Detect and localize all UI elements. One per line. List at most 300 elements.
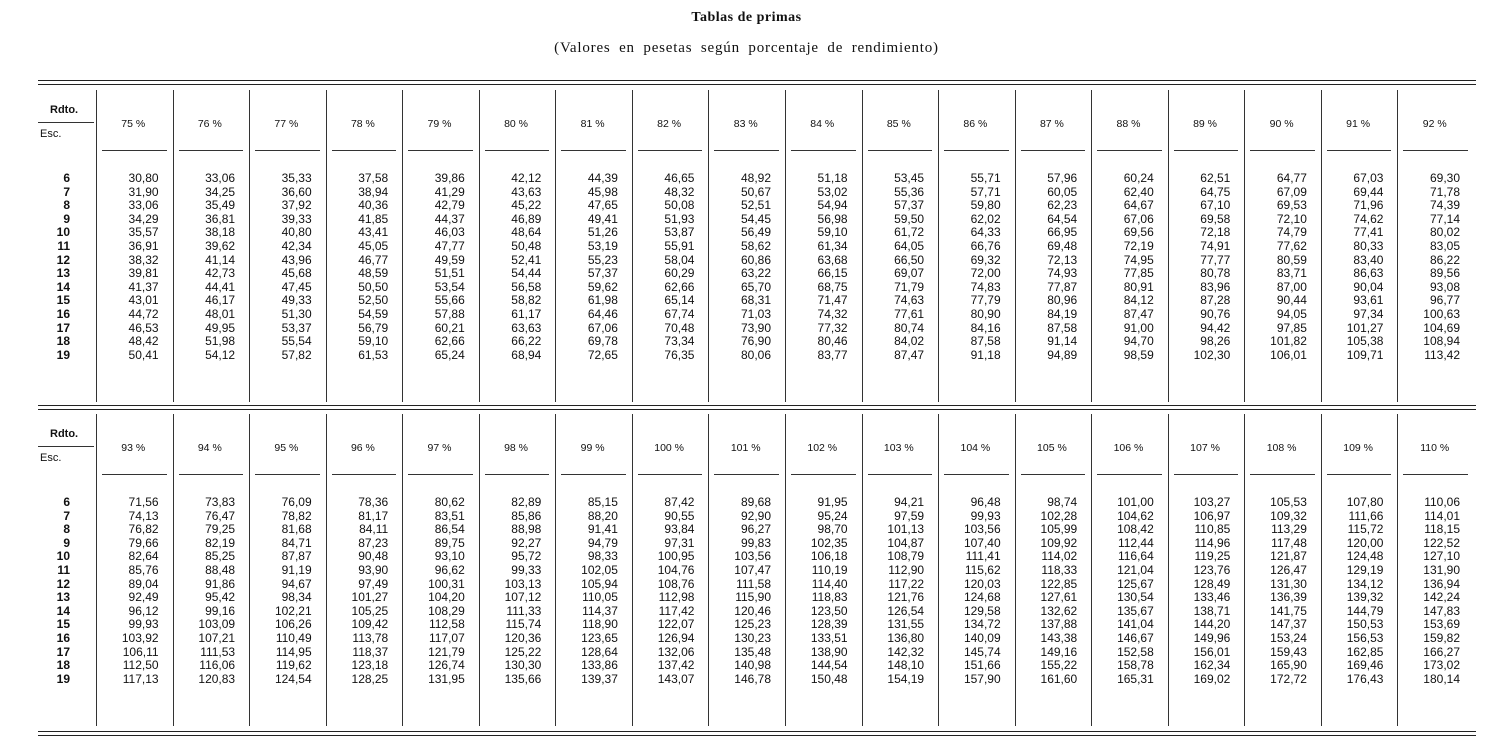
table-cell: 127,61 (1040, 590, 1078, 605)
table-cell: 100,95 (657, 549, 695, 564)
column-separator (402, 90, 403, 402)
table-cell: 80,59 (1276, 252, 1307, 267)
table-cell: 62,66 (434, 334, 465, 349)
table-cell: 149,96 (1193, 631, 1231, 645)
table-cell: 126,54 (887, 603, 925, 618)
table-cell: 74,93 (1047, 266, 1078, 281)
table-cell: 115,74 (505, 617, 542, 632)
table-cell: 135,48 (734, 644, 771, 659)
table-cell: 117,22 (888, 576, 925, 591)
percentage-underline (638, 474, 703, 475)
table-cell: 122,07 (657, 617, 695, 632)
table-cell: 104,76 (657, 563, 695, 577)
middle-rule (38, 405, 1476, 406)
table-cell: 46,65 (664, 171, 695, 185)
table-cell: 132,62 (1040, 603, 1078, 618)
table-cell: 155,22 (1040, 658, 1078, 673)
table-cell: 53,19 (587, 239, 618, 253)
column-separator (632, 90, 633, 402)
table-cell: 135,66 (504, 671, 542, 686)
column-separator (479, 414, 480, 726)
table-cell: 58,62 (740, 239, 771, 253)
table-cell: 150,48 (810, 671, 848, 686)
escala-label: 11 (57, 239, 70, 253)
table-cell: 142,24 (1423, 590, 1460, 605)
percentage-header: 85 % (886, 118, 911, 130)
table-cell: 176,43 (1346, 671, 1384, 686)
escala-label: 16 (56, 631, 70, 645)
table-cell: 37,92 (281, 198, 312, 213)
table-cell: 144,79 (1346, 603, 1384, 618)
table-cell: 144,20 (1193, 617, 1231, 632)
table-cell: 123,18 (351, 658, 389, 673)
table-cell: 106,11 (122, 644, 159, 659)
table-cell: 84,19 (1047, 307, 1078, 321)
table-cell: 83,40 (1353, 252, 1384, 267)
table-cell: 64,54 (1047, 211, 1078, 226)
table-block-1 (38, 90, 1476, 402)
table-cell: 79,66 (128, 535, 159, 550)
column-separator (1015, 90, 1016, 402)
table-cell: 104,87 (887, 535, 925, 550)
table-cell: 35,33 (281, 171, 312, 185)
table-cell: 61,53 (358, 347, 389, 362)
table-cell: 118,83 (811, 590, 848, 605)
table-cell: 126,94 (657, 631, 695, 645)
table-cell: 41,29 (434, 184, 465, 199)
column-separator (402, 414, 403, 726)
table-cell: 148,10 (887, 658, 925, 673)
table-cell: 118,37 (352, 644, 389, 659)
table-cell: 87,47 (1123, 307, 1154, 321)
table-cell: 106,97 (1193, 508, 1231, 523)
table-cell: 107,40 (963, 535, 1001, 550)
table-cell: 115,62 (964, 563, 1001, 577)
table-cell: 66,50 (894, 252, 925, 267)
table-cell: 107,12 (504, 590, 542, 605)
table-cell: 36,81 (205, 211, 236, 226)
table-cell: 53,02 (817, 184, 848, 199)
table-cell: 109,92 (1040, 535, 1078, 550)
table-cell: 89,56 (1429, 266, 1460, 281)
percentage-underline (1250, 150, 1315, 151)
page-subtitle: (Valores en pesetas según porcentaje de rendimiento) (554, 40, 939, 56)
table-cell: 34,25 (205, 184, 236, 199)
table-cell: 106,26 (274, 617, 312, 632)
percentage-underline (1097, 474, 1162, 475)
table-cell: 103,56 (963, 522, 1001, 537)
table-cell: 46,77 (358, 252, 389, 267)
table-cell: 93,61 (1353, 293, 1384, 308)
table-cell: 97,34 (1353, 307, 1384, 321)
table-cell: 94,89 (1047, 347, 1078, 362)
percentage-header: 109 % (1343, 442, 1374, 454)
page-title: Tablas de primas (691, 10, 802, 25)
table-cell: 63,68 (817, 252, 848, 267)
table-cell: 80,33 (1353, 239, 1384, 253)
table-cell: 53,45 (894, 171, 925, 185)
table-cell: 86,63 (1353, 266, 1384, 281)
column-separator (1244, 414, 1245, 726)
percentage-header: 90 % (1269, 118, 1294, 130)
table-cell: 169,46 (1346, 658, 1384, 673)
escala-label: 6 (63, 171, 70, 185)
table-cell: 112,50 (122, 658, 159, 673)
table-cell: 72,10 (1276, 211, 1307, 226)
percentage-header: 95 % (274, 442, 299, 454)
table-cell: 82,64 (128, 549, 159, 564)
table-cell: 74,95 (1123, 252, 1154, 267)
percentage-underline (102, 150, 167, 151)
table-cell: 92,49 (128, 590, 159, 605)
table-cell: 48,64 (511, 225, 542, 240)
table-cell: 108,79 (887, 549, 925, 564)
table-cell: 103,27 (1193, 495, 1231, 509)
percentage-underline (1403, 150, 1468, 151)
table-cell: 110,85 (1194, 522, 1231, 537)
column-separator (632, 414, 633, 726)
percentage-underline (485, 150, 550, 151)
table-cell: 169,02 (1193, 671, 1231, 686)
table-cell: 67,10 (1200, 198, 1231, 213)
table-cell: 61,17 (511, 307, 542, 321)
table-cell: 128,64 (581, 644, 618, 659)
table-cell: 55,91 (664, 239, 695, 253)
table-cell: 67,74 (664, 307, 695, 321)
table-cell: 99,93 (128, 617, 159, 632)
table-cell: 85,86 (511, 508, 542, 523)
table-cell: 38,18 (205, 225, 236, 240)
table-cell: 101,27 (351, 590, 389, 605)
table-cell: 97,59 (894, 508, 925, 523)
table-cell: 60,86 (740, 252, 771, 267)
table-cell: 103,13 (504, 576, 542, 591)
table-cell: 44,37 (434, 211, 465, 226)
table-cell: 67,06 (587, 320, 618, 335)
table-cell: 54,44 (511, 266, 542, 281)
table-cell: 91,14 (1047, 334, 1078, 349)
table-cell: 95,24 (817, 508, 848, 523)
table-cell: 127,10 (1423, 549, 1460, 564)
table-cell: 40,36 (358, 198, 389, 213)
table-cell: 129,19 (1346, 563, 1384, 577)
table-cell: 140,09 (963, 631, 1001, 645)
table-cell: 131,30 (1270, 576, 1307, 591)
table-cell: 111,53 (200, 644, 236, 659)
table-cell: 69,44 (1353, 184, 1384, 199)
table-cell: 94,67 (281, 576, 312, 591)
table-cell: 125,67 (1117, 576, 1154, 591)
table-cell: 87,47 (894, 347, 925, 362)
table-cell: 114,02 (1041, 549, 1078, 564)
table-cell: 112,98 (658, 590, 695, 605)
table-cell: 94,70 (1123, 334, 1154, 349)
table-cell: 132,06 (657, 644, 695, 659)
column-separator (479, 90, 480, 402)
table-cell: 120,00 (1346, 535, 1384, 550)
table-cell: 133,46 (1193, 590, 1231, 605)
percentage-underline (408, 150, 473, 151)
table-cell: 68,75 (817, 279, 848, 294)
table-cell: 146,67 (1117, 631, 1154, 645)
table-cell: 53,37 (281, 320, 312, 335)
table-cell: 87,87 (281, 549, 312, 564)
table-cell: 91,95 (817, 495, 848, 509)
table-cell: 143,07 (657, 671, 695, 686)
table-cell: 95,42 (205, 590, 236, 605)
column-separator (249, 414, 250, 726)
table-cell: 105,99 (1040, 522, 1078, 537)
table-cell: 33,06 (205, 171, 236, 185)
table-cell: 64,77 (1276, 171, 1307, 185)
table-cell: 59,80 (970, 198, 1001, 213)
percentage-underline (1021, 474, 1086, 475)
table-cell: 126,74 (428, 658, 465, 673)
table-cell: 59,10 (358, 334, 389, 349)
table-cell: 118,33 (1041, 563, 1078, 577)
column-separator (249, 90, 250, 402)
table-cell: 99,93 (970, 508, 1001, 523)
table-cell: 108,94 (1423, 334, 1460, 349)
percentage-header: 103 % (883, 442, 914, 454)
table-cell: 114,37 (582, 603, 618, 618)
table-cell: 106,18 (810, 549, 848, 564)
table-cell: 40,80 (281, 225, 312, 240)
table-cell: 82,89 (511, 495, 542, 509)
row-header-label: Rdto. (50, 104, 79, 116)
percentage-underline (791, 474, 856, 475)
header-divider (38, 446, 94, 447)
table-cell: 83,05 (1429, 239, 1460, 253)
table-cell: 84,11 (359, 522, 389, 537)
table-cell: 140,98 (734, 658, 771, 673)
table-cell: 71,03 (740, 307, 771, 321)
table-cell: 121,79 (428, 644, 465, 659)
table-cell: 70,48 (664, 320, 695, 335)
table-cell: 161,60 (1040, 671, 1078, 686)
escala-label: 15 (56, 617, 70, 632)
table-cell: 101,82 (1270, 334, 1307, 349)
table-cell: 100,31 (428, 576, 465, 591)
percentage-header: 75 % (121, 118, 146, 130)
percentage-underline (1174, 150, 1239, 151)
table-cell: 74,39 (1429, 198, 1460, 213)
header-divider (38, 122, 94, 123)
table-cell: 43,63 (511, 184, 542, 199)
table-cell: 93,08 (1429, 279, 1460, 294)
table-cell: 99,33 (511, 563, 542, 577)
column-header-label: Esc. (40, 128, 62, 140)
table-cell: 162,85 (1346, 644, 1384, 659)
top-rule-inner (38, 84, 1476, 85)
table-cell: 131,95 (428, 671, 465, 686)
percentage-underline (944, 474, 1009, 475)
table-cell: 125,22 (504, 644, 542, 659)
table-cell: 57,82 (281, 347, 312, 362)
percentage-underline (332, 474, 397, 475)
table-cell: 71,79 (894, 279, 925, 294)
table-cell: 93,84 (664, 522, 695, 537)
table-cell: 117,48 (1271, 535, 1307, 550)
table-cell: 50,41 (128, 347, 159, 362)
table-cell: 54,94 (817, 198, 848, 213)
table-cell: 128,25 (351, 671, 389, 686)
table-cell: 78,36 (358, 495, 389, 509)
table-cell: 143,38 (1040, 631, 1078, 645)
table-cell: 62,51 (1200, 171, 1231, 185)
percentage-underline (1174, 474, 1239, 475)
table-cell: 73,34 (664, 334, 695, 349)
table-cell: 139,37 (581, 671, 618, 686)
table-cell: 43,01 (128, 293, 159, 308)
table-cell: 65,14 (664, 293, 695, 308)
escala-label: 19 (56, 671, 70, 686)
table-cell: 59,10 (817, 225, 848, 240)
table-cell: 46,89 (511, 211, 542, 226)
table-cell: 118,90 (582, 617, 618, 632)
table-cell: 31,90 (128, 184, 159, 199)
escala-label: 9 (63, 535, 70, 550)
table-cell: 64,05 (894, 239, 925, 253)
table-cell: 46,03 (434, 225, 465, 240)
table-cell: 150,53 (1346, 617, 1384, 632)
table-cell: 107,80 (1346, 495, 1384, 509)
table-cell: 114,01 (1424, 508, 1460, 523)
table-cell: 105,53 (1270, 495, 1307, 509)
table-cell: 73,90 (740, 320, 771, 335)
percentage-header: 93 % (121, 442, 146, 454)
table-cell: 124,68 (963, 590, 1001, 605)
table-cell: 96,77 (1429, 293, 1460, 308)
table-cell: 81,17 (358, 508, 389, 523)
table-cell: 69,53 (1276, 198, 1307, 213)
percentage-header: 88 % (1116, 118, 1141, 130)
table-cell: 107,47 (734, 563, 771, 577)
table-cell: 49,41 (587, 211, 618, 226)
table-cell: 94,79 (587, 535, 618, 550)
table-cell: 71,56 (128, 495, 159, 509)
table-cell: 88,20 (587, 508, 618, 523)
table-cell: 111,41 (965, 549, 1001, 564)
table-cell: 39,33 (281, 211, 312, 226)
column-separator (173, 90, 174, 402)
table-cell: 85,76 (128, 563, 159, 577)
percentage-header: 91 % (1346, 118, 1371, 130)
table-cell: 172,72 (1270, 671, 1307, 686)
escala-label: 10 (56, 225, 70, 240)
table-cell: 109,42 (351, 617, 389, 632)
table-cell: 95,72 (511, 549, 542, 564)
table-cell: 77,61 (894, 307, 925, 321)
column-separator (96, 90, 97, 402)
percentage-underline (868, 474, 933, 475)
table-cell: 94,21 (894, 495, 925, 509)
table-cell: 90,44 (1276, 293, 1307, 308)
table-cell: 156,53 (1346, 631, 1384, 645)
table-cell: 62,40 (1123, 184, 1154, 199)
table-cell: 137,88 (1040, 617, 1078, 632)
escala-label: 13 (56, 266, 70, 281)
table-cell: 54,59 (358, 307, 389, 321)
percentage-underline (102, 474, 167, 475)
escala-label: 7 (63, 184, 70, 199)
escala-label: 10 (56, 549, 70, 564)
table-cell: 136,94 (1423, 576, 1460, 591)
table-cell: 98,26 (1200, 334, 1231, 349)
table-cell: 92,90 (740, 508, 771, 523)
column-separator (862, 414, 863, 726)
table-cell: 102,05 (581, 563, 618, 577)
column-separator (555, 414, 556, 726)
table-cell: 76,47 (205, 508, 236, 523)
top-rule (38, 80, 1476, 81)
table-cell: 93,90 (358, 563, 389, 577)
table-cell: 142,32 (887, 644, 925, 659)
table-cell: 165,90 (1270, 658, 1307, 673)
table-cell: 96,48 (970, 495, 1001, 509)
table-cell: 42,79 (434, 198, 465, 213)
table-cell: 86,54 (434, 522, 465, 537)
table-cell: 44,41 (205, 279, 236, 294)
column-separator (1168, 414, 1169, 726)
middle-rule-inner (38, 409, 1476, 410)
table-cell: 35,57 (128, 225, 159, 240)
table-cell: 77,62 (1276, 239, 1307, 253)
table-cell: 47,65 (587, 198, 618, 213)
table-cell: 116,06 (199, 658, 236, 673)
percentage-underline (1403, 474, 1468, 475)
table-cell: 69,56 (1123, 225, 1154, 240)
table-cell: 115,72 (1347, 522, 1384, 537)
table-cell: 83,96 (1200, 279, 1231, 294)
table-cell: 120,36 (504, 631, 542, 645)
column-separator (326, 414, 327, 726)
table-cell: 99,16 (205, 603, 236, 618)
table-cell: 35,49 (205, 198, 236, 213)
table-cell: 41,37 (128, 279, 159, 294)
table-cell: 112,58 (428, 617, 465, 632)
percentage-header: 98 % (504, 442, 528, 454)
table-cell: 98,74 (1047, 495, 1078, 509)
percentage-underline (408, 474, 473, 475)
table-cell: 91,00 (1123, 320, 1154, 335)
table-cell: 87,28 (1200, 293, 1231, 308)
table-cell: 121,76 (887, 590, 925, 605)
table-cell: 42,34 (281, 239, 312, 253)
table-cell: 98,59 (1123, 347, 1154, 362)
table-cell: 89,75 (434, 535, 465, 550)
table-cell: 52,51 (740, 198, 771, 213)
table-cell: 96,62 (434, 563, 465, 577)
percentage-header: 83 % (733, 118, 758, 130)
table-cell: 69,07 (894, 266, 925, 281)
table-cell: 114,96 (1194, 535, 1231, 550)
table-cell: 80,96 (1047, 293, 1078, 308)
escala-label: 8 (63, 522, 70, 537)
table-cell: 97,31 (664, 535, 695, 550)
table-cell: 153,69 (1423, 617, 1460, 632)
percentage-underline (868, 150, 933, 151)
column-separator (1397, 414, 1398, 726)
table-cell: 96,12 (128, 603, 159, 618)
table-cell: 73,83 (205, 495, 236, 509)
table-cell: 102,21 (274, 603, 312, 618)
bottom-rule (38, 731, 1476, 732)
table-cell: 108,42 (1117, 522, 1154, 537)
table-cell: 88,98 (511, 522, 542, 537)
percentage-header: 76 % (197, 118, 222, 130)
percentage-underline (638, 150, 703, 151)
